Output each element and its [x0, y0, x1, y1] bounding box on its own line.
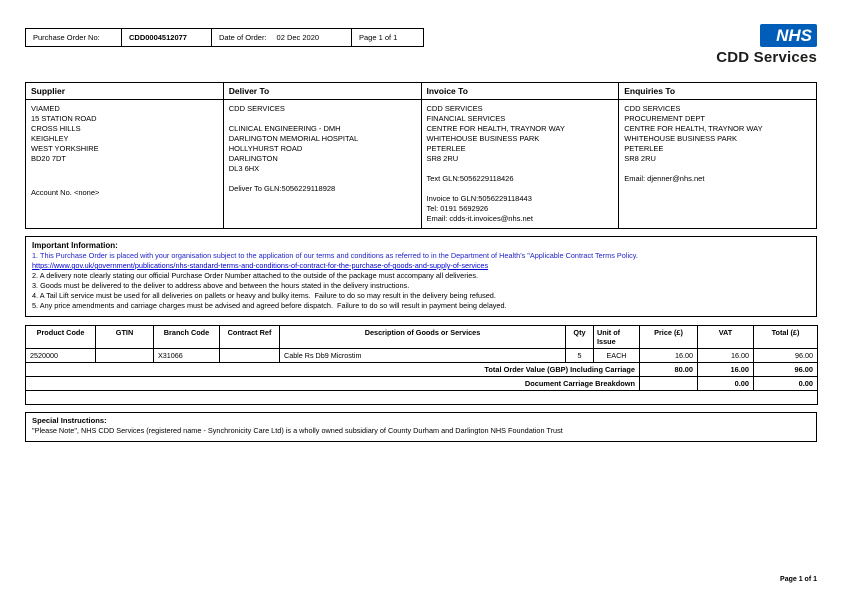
- item-contract-ref: [220, 349, 280, 363]
- item-gtin: [96, 349, 154, 363]
- terms-policy-link[interactable]: https://www.gov.uk/government/publications/nhs-standard-terms-and-conditions-of-contract-for-the-purchase-of-goods-and-supply-of-services: [32, 261, 489, 270]
- col-branch-code: Branch Code: [154, 326, 220, 349]
- po-number-value: CDD0004512077: [121, 29, 211, 46]
- total-order-value-row: [26, 363, 818, 377]
- col-gtin: GTIN: [96, 326, 154, 349]
- carriage-price: [640, 377, 698, 391]
- items-header-row: [26, 326, 818, 349]
- po-number-label: Purchase Order No:: [33, 33, 100, 42]
- special-instructions-heading: Special Instructions:: [32, 416, 107, 425]
- total-order-value-label: Total Order Value (GBP) Including Carriage: [26, 363, 640, 377]
- total-order-price: 80.00: [640, 363, 698, 377]
- date-of-order-value: 02 Dec 2020: [276, 33, 320, 42]
- col-qty: Qty: [566, 326, 594, 349]
- deliver-to-header: Deliver To: [223, 83, 421, 100]
- supplier-header: Supplier: [26, 83, 224, 100]
- col-contract-ref: Contract Ref: [220, 326, 280, 349]
- col-vat: VAT: [698, 326, 754, 349]
- important-information-heading: Important Information:: [32, 241, 118, 250]
- special-instructions-box: [25, 412, 817, 442]
- col-price: Price (£): [640, 326, 698, 349]
- item-description: Cable Rs Db9 Microstim: [280, 349, 566, 363]
- total-order-vat: 16.00: [698, 363, 754, 377]
- total-order-total: 96.00: [754, 363, 818, 377]
- address-body-row: [26, 100, 817, 229]
- date-of-order-cell: [211, 29, 351, 46]
- col-description: Description of Goods or Services: [280, 326, 566, 349]
- items-table: [25, 325, 818, 405]
- item-branch-code: X31066: [154, 349, 220, 363]
- enquiries-to-address-cell: [619, 100, 817, 229]
- page-indicator-bottom: Page 1 of 1: [780, 576, 817, 583]
- carriage-vat: 0.00: [698, 377, 754, 391]
- col-product-code: Product Code: [26, 326, 96, 349]
- table-row: [26, 349, 818, 363]
- po-header-table: [25, 28, 424, 47]
- deliver-to-address-cell: [223, 100, 421, 229]
- item-unit-of-issue: EACH: [594, 349, 640, 363]
- terms-lines: 2. A delivery note clearly stating our official Purchase Order Number attached to the outside of the package must accompany all deliveries. 3. Goods must be delivered to the deliver to address above and between the hours stated in the delivery instructions. 4. A Tail Lift service must be used for all deliveries on pallets or heavy and bulky items. Failure to do so may result in the delivery being refused. 5. Any price amendments and carriage charges must be advised and agreed before dispatch. Failure to do so will result in payment being delayed.: [32, 271, 507, 310]
- special-instructions-text: "Please Note", NHS CDD Services (registered name - Synchronicity Care Ltd) is a wholly owned subsidiary of County Durham and Darlington NHS Foundation Trust: [32, 426, 563, 435]
- terms-line-1: 1. This Purchase Order is placed with your organisation subject to the application of our terms and conditions as referred to in the Department of Health's "Applicable Contract Terms Policy.: [32, 251, 638, 260]
- invoice-to-address-cell: [421, 100, 619, 229]
- item-product-code: 2520000: [26, 349, 96, 363]
- page-indicator-top: Page 1 of 1: [351, 29, 423, 46]
- item-price: 16.00: [640, 349, 698, 363]
- address-table: [25, 82, 817, 229]
- item-vat: 16.00: [698, 349, 754, 363]
- col-total: Total (£): [754, 326, 818, 349]
- enquiries-to-header: Enquiries To: [619, 83, 817, 100]
- col-unit-of-issue: Unit of Issue: [594, 326, 640, 349]
- address-header-row: [26, 83, 817, 100]
- nhs-logo: NHS: [760, 24, 817, 47]
- invoice-to-header: Invoice To: [421, 83, 619, 100]
- items-empty-cell: [26, 391, 818, 405]
- carriage-total: 0.00: [754, 377, 818, 391]
- supplier-account-no: Account No. <none>: [31, 188, 100, 197]
- date-of-order-label: Date of Order:: [219, 33, 267, 42]
- cdd-services-wordmark: CDD Services: [716, 49, 817, 66]
- page-header: [25, 28, 817, 66]
- item-qty: 5: [566, 349, 594, 363]
- item-total: 96.00: [754, 349, 818, 363]
- important-information-box: [25, 236, 817, 317]
- deliver-to-address: CDD SERVICES CLINICAL ENGINEERING - DMH DARLINGTON MEMORIAL HOSPITAL HOLLYHURST ROAD DARLINGTON DL3 6HX Deliver To GLN:5056229118928: [228, 104, 359, 193]
- supplier-address-cell: [26, 100, 224, 229]
- brand-block: [716, 24, 817, 66]
- supplier-address: VIAMED 15 STATION ROAD CROSS HILLS KEIGHLEY WEST YORKSHIRE BD20 7DT: [31, 104, 99, 163]
- enquiries-to-address: CDD SERVICES PROCUREMENT DEPT CENTRE FOR HEALTH, TRAYNOR WAY WHITEHOUSE BUSINESS PARK PETERLEE SR8 2RU Email: djenner@nhs.net: [624, 104, 763, 183]
- carriage-breakdown-label: Document Carriage Breakdown: [26, 377, 640, 391]
- items-empty-row: [26, 391, 818, 405]
- invoice-to-address: CDD SERVICES FINANCIAL SERVICES CENTRE FOR HEALTH, TRAYNOR WAY WHITEHOUSE BUSINESS PARK PETERLEE SR8 2RU Text GLN:5056229118426 Invoice to GLN:5056229118443 Tel: 0191 5692926 Email: cdds-it.invoices@nhs.net: [426, 104, 565, 223]
- carriage-breakdown-row: [26, 377, 818, 391]
